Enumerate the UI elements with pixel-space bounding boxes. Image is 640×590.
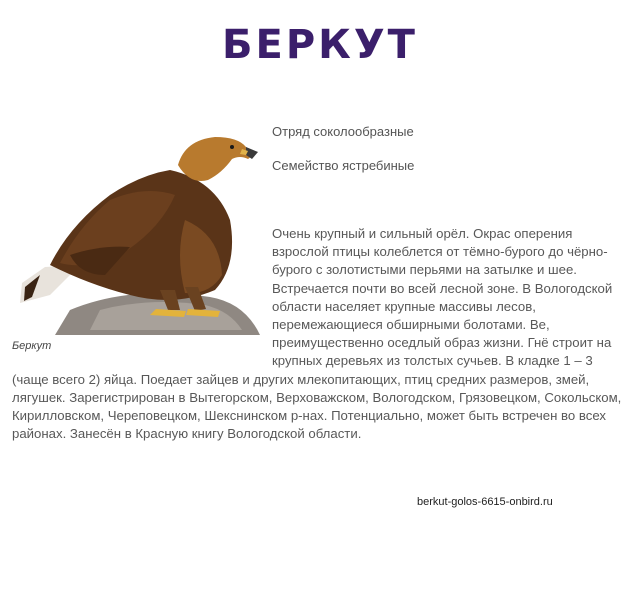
page-title: БЕРКУТ (222, 22, 418, 68)
species-description (12, 225, 630, 443)
family-label: Семейство ястребиные (272, 158, 415, 173)
photo-caption: Беркут (12, 340, 52, 352)
description-text: Очень крупный и сильный орёл. Окрас оперения взрослой птицы колеблется от тёмно-бурого до чёрно-бурого с золотистыми перьями на затылке и шее. Встречается почти во всей лесной зоне. В Вологодской области населяет крупные массивы лесов, перемежающиеся обширными болотами. Ве, преимущественно оседлый образ жизни. Гнё строит на крупных деревьях из толстых сучьев. В кладке 1 – 3 (чаще всего 2) яйца. Поедает зайцев и других млекопитающих, птиц средних размеров, змей, лягушек. Зарегистрирован в Вытегорском, Верховажском, Вологодском, Грязовецком, Сокольском, Кирилловском, Череповецком, Шекснинском р-нах. Потенциально, может быть встречен во всех районах. Занесён в Красную книгу Вологодской области. (12, 226, 622, 442)
source-url: berkut-golos-6615-onbird.ru (417, 496, 553, 508)
order-label: Отряд соколообразные (272, 124, 414, 139)
